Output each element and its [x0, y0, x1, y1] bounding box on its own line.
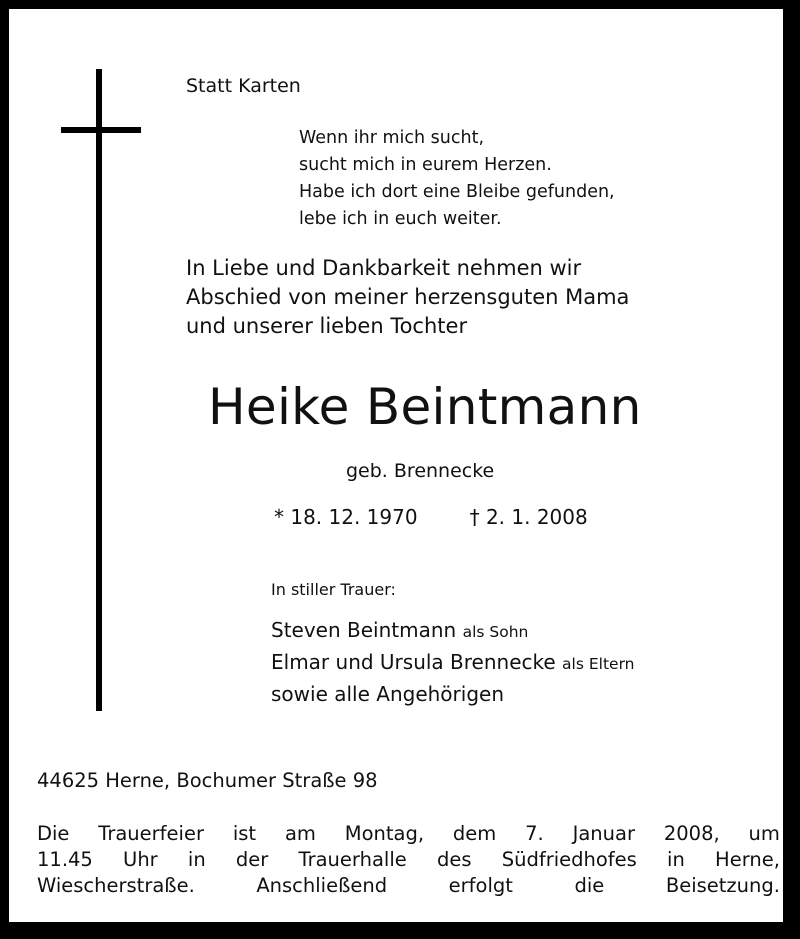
life-dates [274, 505, 588, 529]
death-date: † 2. 1. 2008 [469, 505, 588, 529]
service-word: Trauerhalle [298, 848, 407, 871]
service-word: Wiescherstraße. [37, 874, 195, 897]
deceased-name: Heike Beintmann [208, 378, 642, 436]
service-word: in [187, 848, 206, 871]
service-word: die [574, 874, 605, 897]
funeral-service-text [37, 821, 780, 899]
mourners-list [271, 615, 635, 709]
birth-date: * 18. 12. 1970 [274, 505, 418, 529]
statt-karten-label: Statt Karten [186, 75, 301, 97]
service-word: 7. [525, 822, 544, 845]
mourner-relation: als Eltern [562, 655, 635, 673]
service-word: am [284, 822, 316, 845]
mourners-heading: In stiller Trauer: [271, 580, 396, 599]
service-word: erfolgt [448, 874, 513, 897]
intro-line: und unserer lieben Tochter [186, 314, 468, 338]
service-line [37, 821, 780, 847]
mourner-name: Elmar und Ursula Brennecke [271, 650, 556, 674]
service-word: Januar [572, 822, 635, 845]
service-word: Südfriedhofes [501, 848, 637, 871]
service-word: Uhr [123, 848, 158, 871]
service-word: Montag, [344, 822, 425, 845]
service-word: Anschließend [256, 874, 388, 897]
service-word: ist [232, 822, 257, 845]
service-word: dem [452, 822, 497, 845]
poem-line: Habe ich dort eine Bleibe gefunden, [299, 182, 615, 202]
mourner-entry [271, 647, 635, 679]
address: 44625 Herne, Bochumer Straße 98 [37, 769, 378, 792]
service-word: des [436, 848, 472, 871]
intro-line: In Liebe und Dankbarkeit nehmen wir [186, 256, 582, 280]
intro-text [186, 254, 629, 341]
poem [299, 125, 615, 233]
service-word: 11.45 [37, 848, 93, 871]
intro-line: Abschied von meiner herzensguten Mama [186, 285, 630, 309]
service-word: Trauerfeier [98, 822, 204, 845]
service-word: in [667, 848, 685, 871]
mourner-relation: als Sohn [462, 623, 529, 641]
service-word: um [748, 822, 780, 845]
cross-icon-bar [61, 127, 141, 133]
mourner-entry [271, 615, 635, 647]
service-line [37, 873, 780, 899]
service-word: Beisetzung. [665, 874, 780, 897]
poem-line: sucht mich in eurem Herzen. [299, 155, 552, 175]
mourner-name: Steven Beintmann [271, 618, 457, 642]
service-word: Die [37, 822, 70, 845]
service-line [37, 847, 780, 873]
poem-line: Wenn ihr mich sucht, [299, 128, 485, 148]
maiden-name: geb. Brennecke [346, 460, 495, 482]
service-word: der [235, 848, 269, 871]
cross-icon [96, 69, 102, 711]
service-word: 2008, [663, 822, 720, 845]
poem-line: lebe ich in euch weiter. [299, 209, 502, 229]
mourner-name: sowie alle Angehörigen [271, 682, 504, 706]
service-word: Herne, [715, 848, 780, 871]
mourner-entry [271, 679, 635, 709]
